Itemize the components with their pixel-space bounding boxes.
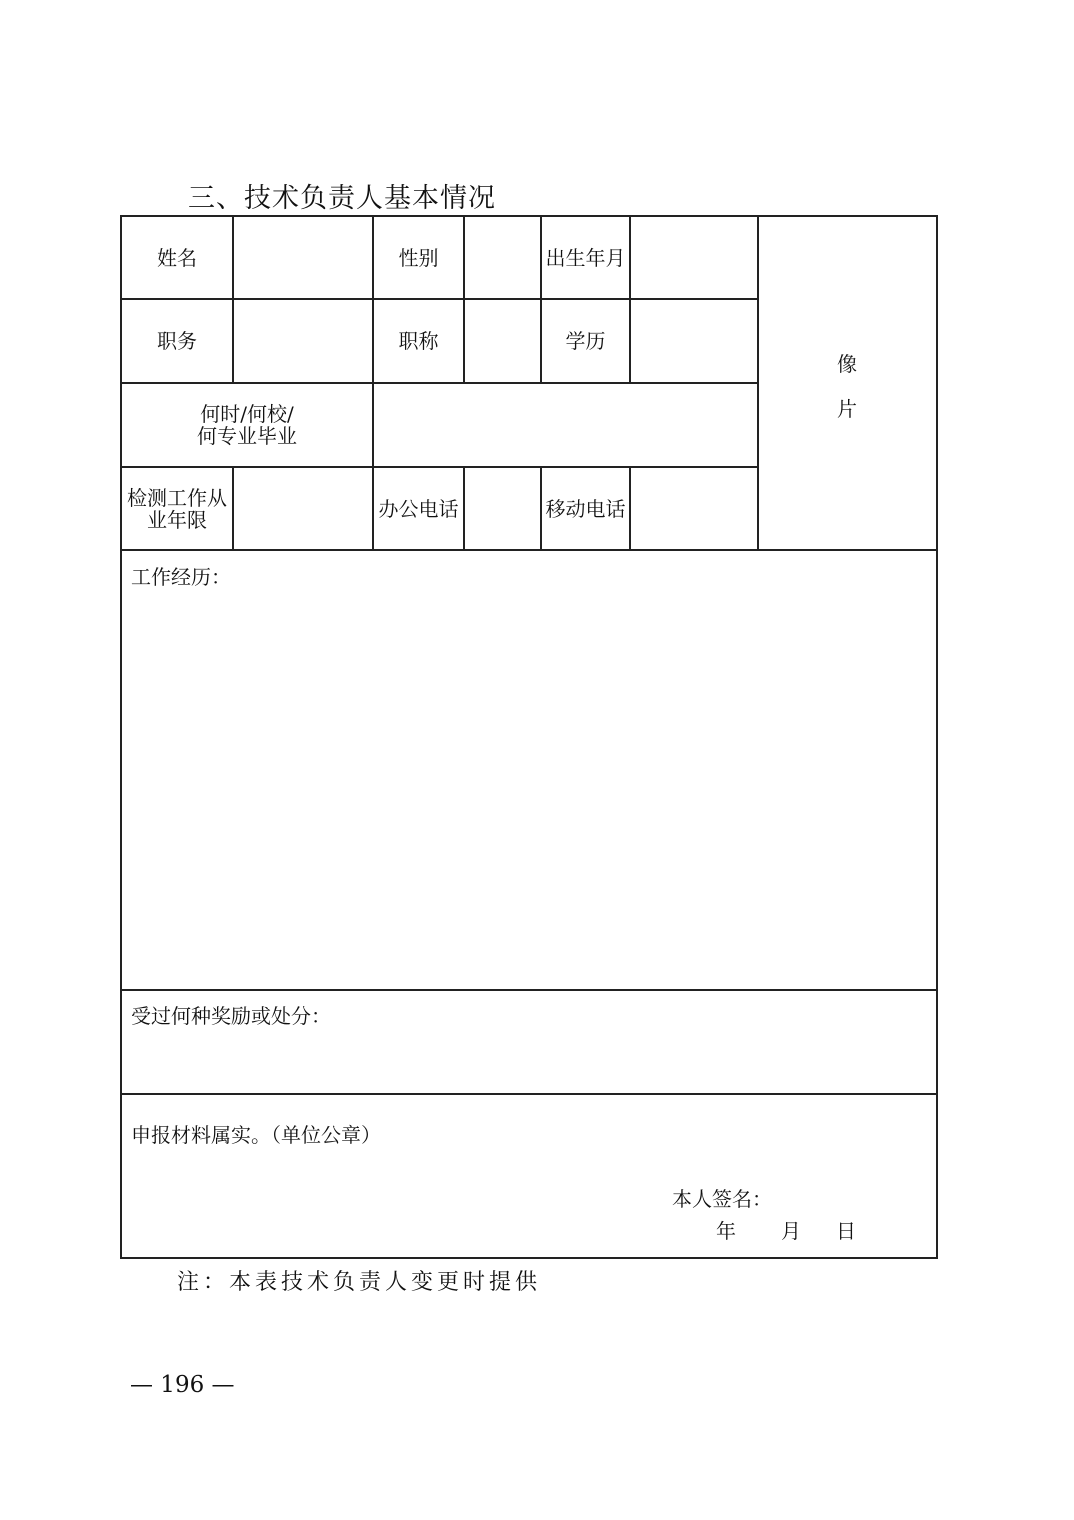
graduation-label-line2: 何专业毕业 [197,424,297,448]
birth-label: 出生年月 [545,245,626,270]
row-divider [120,1093,938,1095]
title-label: 职称 [398,329,439,353]
footnote: 注：本表技术负责人变更时提供 [177,1270,542,1295]
section-title: 三、技术负责人基本情况 [188,183,496,214]
awards-field[interactable] [122,1030,936,1092]
date-year-label: 年 [716,1219,736,1243]
years-label-line2: 业年限 [147,507,207,532]
declaration-text: 申报材料属实。（单位公章） [131,1123,381,1147]
mobile-phone-field[interactable] [631,468,757,549]
position-field[interactable] [234,300,372,382]
signature-label: 本人签名： [672,1187,772,1211]
years-label-line1: 检测工作从 [127,485,227,510]
years-label [122,468,232,549]
awards-label: 受过何种奖励或处分： [131,1004,331,1028]
mobile-phone-label: 移动电话 [545,496,626,521]
name-field[interactable] [234,217,372,298]
graduation-field[interactable] [374,384,757,466]
graduation-label [122,384,372,466]
name-label: 姓名 [157,245,197,270]
table-border-bottom [120,1257,938,1259]
photo-area[interactable] [759,217,936,549]
office-phone-label: 办公电话 [378,496,459,521]
table-border-right [936,215,938,1259]
office-phone-field[interactable] [465,468,540,549]
photo-label-line1: 像 [837,352,857,376]
page-number: — 196 — [130,1372,235,1398]
education-field[interactable] [631,300,757,382]
work-history-label: 工作经历： [131,565,231,589]
title-field[interactable] [465,300,540,382]
education-label: 学历 [565,329,606,353]
row-divider [120,549,938,551]
position-label: 职务 [157,329,197,353]
work-history-field[interactable] [122,592,936,988]
gender-field[interactable] [465,217,540,298]
date-day-label: 日 [836,1219,856,1243]
birth-field[interactable] [631,217,757,298]
years-field[interactable] [234,468,372,549]
row-divider [120,989,938,991]
gender-label: 性别 [398,245,439,270]
date-month-label: 月 [781,1219,801,1243]
photo-label-line2: 片 [837,397,857,421]
graduation-label-line1: 何时/何校/ [200,402,294,426]
